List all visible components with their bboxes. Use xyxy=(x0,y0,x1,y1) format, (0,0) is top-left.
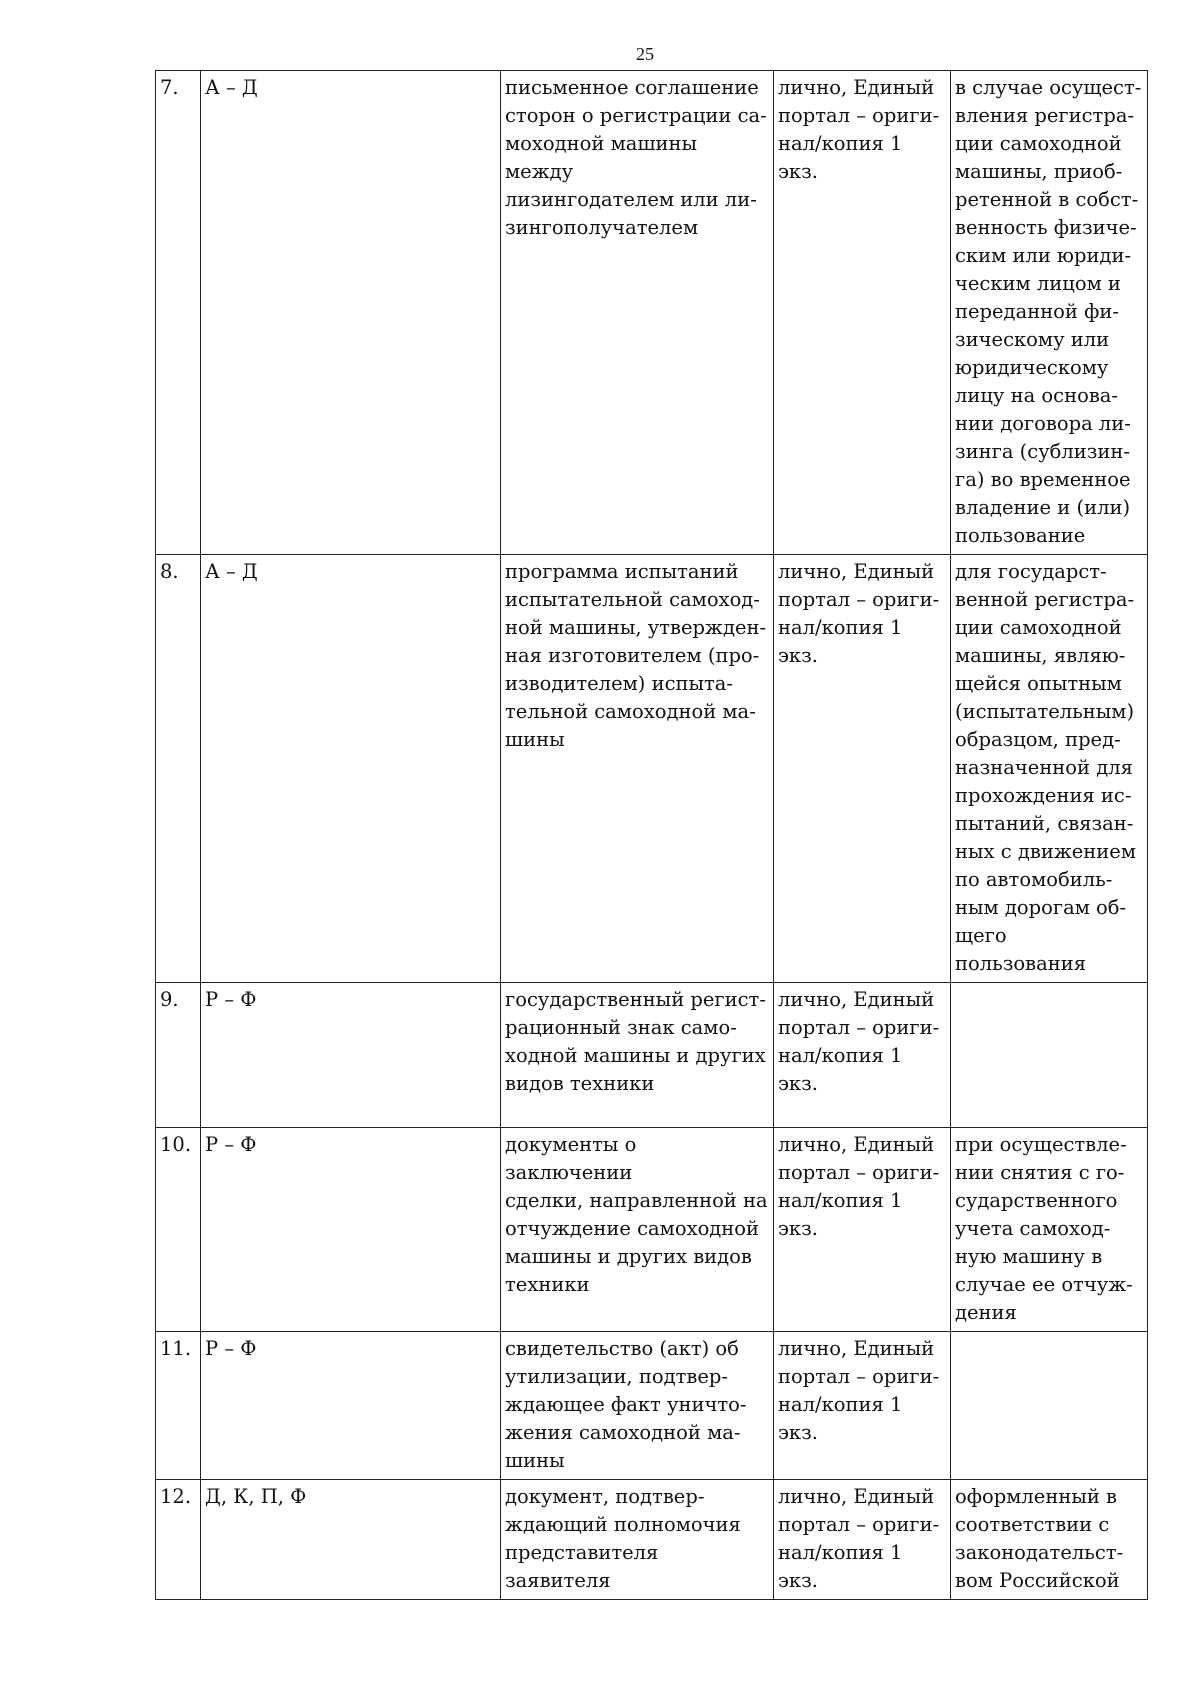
submission-form: лично, Единый портал – ориги- нал/копия 1 экз. xyxy=(774,555,951,983)
applicant-code: Р – Ф xyxy=(201,1332,501,1480)
document-name: свидетельство (акт) об утилизации, подтвер- ждающее факт уничто- жения самоходной ма- шины xyxy=(501,1332,774,1480)
row-number: 7. xyxy=(156,71,201,555)
document-note: для государст- венной регистра- ции самоходной машины, являю- щейся опытным (испытательным) образцом, пред- назначенной для прохождения ис- пытаний, связан- ных с движением по автомобиль- ным дорогам об- щего пользования xyxy=(951,555,1148,983)
applicant-code: А – Д xyxy=(201,555,501,983)
applicant-code: А – Д xyxy=(201,71,501,555)
submission-form: лично, Единый портал – ориги- нал/копия 1 экз. xyxy=(774,983,951,1128)
document-name: государственный регист- рационный знак само- ходной машины и других видов техники xyxy=(501,983,774,1128)
row-number: 8. xyxy=(156,555,201,983)
table-row xyxy=(156,71,1148,555)
document-note xyxy=(951,1332,1148,1480)
table-row xyxy=(156,1332,1148,1480)
submission-form: лично, Единый портал – ориги- нал/копия 1 экз. xyxy=(774,1480,951,1600)
row-number: 12. xyxy=(156,1480,201,1600)
document-name: письменное соглашение сторон о регистрации са- моходной машины между лизингодателем или ли- зингополучателем xyxy=(501,71,774,555)
row-number: 10. xyxy=(156,1128,201,1332)
document-note: в случае осущест- вления регистра- ции самоходной машины, приоб- ретенной в собст- венность физиче- ским или юриди- ческим лицом и переданной фи- зическому или юридическому лицу на основа- нии договора ли- зинга (сублизин- га) во временное владение и (или) пользование xyxy=(951,71,1148,555)
submission-form: лично, Единый портал – ориги- нал/копия 1 экз. xyxy=(774,1332,951,1480)
document-name: программа испытаний испытательной самоход- ной машины, утвержден- ная изготовителем (про- изводителем) испыта- тельной самоходной ма- шины xyxy=(501,555,774,983)
document-name: документы о заключении сделки, направленной на отчуждение самоходной машины и других видов техники xyxy=(501,1128,774,1332)
submission-form: лично, Единый портал – ориги- нал/копия 1 экз. xyxy=(774,1128,951,1332)
document-note xyxy=(951,983,1148,1128)
applicant-code: Р – Ф xyxy=(201,983,501,1128)
document-note: оформленный в соответствии с законодательст- вом Российской xyxy=(951,1480,1148,1600)
row-number: 9. xyxy=(156,983,201,1128)
documents-table xyxy=(155,70,1148,1600)
row-number: 11. xyxy=(156,1332,201,1480)
page-number: 25 xyxy=(636,44,654,64)
table-row xyxy=(156,983,1148,1128)
applicant-code: Р – Ф xyxy=(201,1128,501,1332)
table-row xyxy=(156,555,1148,983)
applicant-code: Д, К, П, Ф xyxy=(201,1480,501,1600)
document-note: при осуществле- нии снятия с го- сударственного учета самоход- ную машину в случае ее отчуж- дения xyxy=(951,1128,1148,1332)
table-row xyxy=(156,1128,1148,1332)
table-row xyxy=(156,1480,1148,1600)
document-name: документ, подтвер- ждающий полномочия представителя заявителя xyxy=(501,1480,774,1600)
submission-form: лично, Единый портал – ориги- нал/копия 1 экз. xyxy=(774,71,951,555)
